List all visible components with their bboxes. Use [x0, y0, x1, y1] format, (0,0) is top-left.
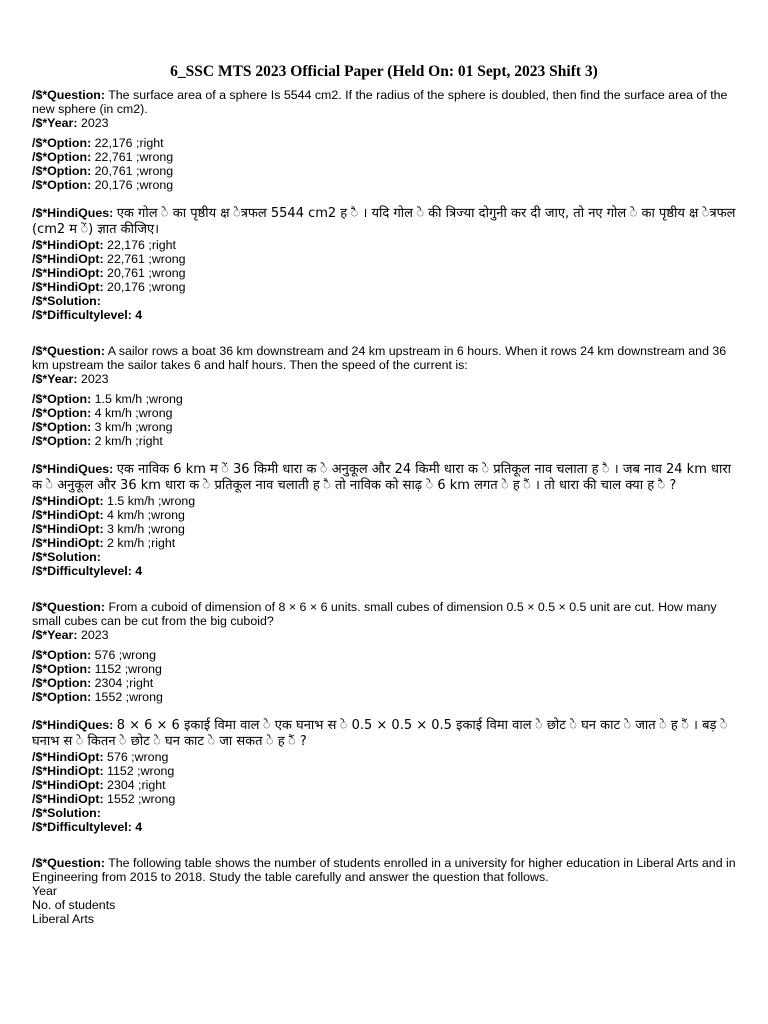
year-label: /$*Year:	[32, 116, 78, 130]
option-value: 20,176 ;wrong	[94, 178, 174, 192]
hindi-option-value: 1552 ;wrong	[107, 792, 176, 806]
hindi-question-text	[32, 462, 736, 494]
table-heading-year: Year	[32, 884, 58, 898]
hindi-option-label: /$*HindiOpt:	[32, 266, 104, 280]
question-body: The following table shows the number of students enrolled in a university for higher education in Liberal Arts and in Engineering from 2015 to 2018. Study the table carefully and answer the question that follows.	[32, 856, 736, 884]
year-label: /$*Year:	[32, 372, 78, 386]
hindi-option-label: /$*HindiOpt:	[32, 536, 104, 550]
hindi-option-line	[32, 522, 736, 536]
year-line	[32, 372, 736, 386]
question-text	[32, 600, 736, 628]
hindi-question-text	[32, 206, 736, 238]
hindi-option-line	[32, 778, 736, 792]
option-label: /$*Option:	[32, 648, 92, 662]
hindi-option-value: 2304 ;right	[107, 778, 166, 792]
option-value: 1.5 km/h ;wrong	[94, 392, 183, 406]
hindi-option-value: 1152 ;wrong	[107, 764, 175, 778]
year-value: 2023	[80, 628, 109, 642]
solution-label: /$*Solution:	[32, 806, 101, 820]
question-label: /$*Question:	[32, 344, 105, 358]
hindi-option-line	[32, 750, 736, 764]
hindi-option-value: 2 km/h ;right	[107, 536, 176, 550]
hindi-question-body: एक नाविक 6 km म ें 36 किमी धारा क े अनुकूल और 24 किमी धारा क े प्रतिकूल नाव चलाता ह ै । जब नाव 24 km धारा क े अनुकूल और 36 km धारा क े प्रतिकूल नाव चलाती ह ै तो नाविक को साढ़ े 6 km लगत े ह ैं । तो धारा की चाल क्या ह ै ?	[32, 462, 732, 493]
option-value: 22,176 ;right	[94, 136, 164, 150]
hindi-option-value: 22,761 ;wrong	[107, 252, 186, 266]
option-line	[32, 690, 736, 704]
option-value: 1552 ;wrong	[94, 690, 163, 704]
solution-label: /$*Solution:	[32, 294, 101, 308]
hindi-option-line	[32, 238, 736, 252]
question-label: /$*Question:	[32, 600, 105, 614]
option-label: /$*Option:	[32, 406, 92, 420]
option-line	[32, 150, 736, 164]
question-block-3	[32, 600, 736, 834]
question-text	[32, 344, 736, 372]
option-label: /$*Option:	[32, 164, 92, 178]
hindi-option-label: /$*HindiOpt:	[32, 280, 104, 294]
option-value: 576 ;wrong	[94, 648, 156, 662]
option-line	[32, 406, 736, 420]
question-text	[32, 856, 736, 884]
year-label: /$*Year:	[32, 628, 78, 642]
question-text	[32, 88, 736, 116]
hindi-option-label: /$*HindiOpt:	[32, 778, 104, 792]
difficulty-label: /$*Difficultylevel: 4	[32, 308, 143, 322]
question-block-4	[32, 856, 736, 926]
option-label: /$*Option:	[32, 178, 92, 192]
hindi-option-label: /$*HindiOpt:	[32, 508, 104, 522]
hindi-option-line	[32, 280, 736, 294]
hindi-option-label: /$*HindiOpt:	[32, 792, 104, 806]
option-value: 20,761 ;wrong	[94, 164, 174, 178]
option-label: /$*Option:	[32, 136, 92, 150]
option-line	[32, 392, 736, 406]
hindi-question-body: 8 × 6 × 6 इकाई विमा वाल े एक घनाभ स े 0.5 × 0.5 × 0.5 इकाई विमा वाल े छोट े घन काट े जात े ह ैं । बड़ े घनाभ स े कितन े छोट े घन काट े जा सकत े ह ैं ?	[32, 718, 728, 749]
option-label: /$*Option:	[32, 420, 92, 434]
hindi-question-text	[32, 718, 736, 750]
option-value: 2304 ;right	[94, 676, 154, 690]
option-line	[32, 434, 736, 448]
hindi-question-label: /$*HindiQues:	[32, 718, 114, 732]
year-value: 2023	[80, 372, 109, 386]
year-line	[32, 116, 736, 130]
question-body: A sailor rows a boat 36 km downstream and 24 km upstream in 6 hours. When it rows 24 km downstream and 36 km upstream the sailor takes 6 and half hours. Then the speed of the current is:	[32, 344, 727, 372]
hindi-option-value: 1.5 km/h ;wrong	[107, 494, 196, 508]
difficulty-label: /$*Difficultylevel: 4	[32, 820, 143, 834]
hindi-option-value: 22,176 ;right	[107, 238, 176, 252]
page-title: 6_SSC MTS 2023 Official Paper (Held On: 01 Sept, 2023 Shift 3)	[170, 63, 598, 80]
hindi-option-value: 20,176 ;wrong	[107, 280, 186, 294]
hindi-question-label: /$*HindiQues:	[32, 462, 114, 476]
option-label: /$*Option:	[32, 690, 92, 704]
table-heading-students: No. of students	[32, 898, 116, 912]
hindi-option-line	[32, 252, 736, 266]
hindi-option-line	[32, 764, 736, 778]
hindi-option-line	[32, 792, 736, 806]
hindi-option-label: /$*HindiOpt:	[32, 252, 104, 266]
option-value: 4 km/h ;wrong	[94, 406, 173, 420]
question-label: /$*Question:	[32, 856, 105, 870]
question-body: The surface area of a sphere Is 5544 cm2. If the radius of the sphere is doubled, then find the surface area of the new sphere (in cm2).	[32, 88, 728, 116]
option-line	[32, 178, 736, 192]
solution-label: /$*Solution:	[32, 550, 101, 564]
hindi-option-label: /$*HindiOpt:	[32, 522, 104, 536]
question-block-1	[32, 88, 736, 322]
hindi-question-label: /$*HindiQues:	[32, 206, 114, 220]
hindi-option-label: /$*HindiOpt:	[32, 494, 104, 508]
question-body: From a cuboid of dimension of 8 × 6 × 6 units. small cubes of dimension 0.5 × 0.5 × 0.5 unit are cut. How many small cubes can be cut from the big cuboid?	[32, 600, 717, 628]
option-value: 1152 ;wrong	[94, 662, 162, 676]
hindi-question-body: एक गोल े का पृष्ठीय क्ष ेत्रफल 5544 cm2 ह ै । यदि गोल े की त्रिज्या दोगुनी कर दी जाए, तो नए गोल े का पृष्ठीय क्ष ेत्रफल (cm2 म ें) ज्ञात कीजिए।	[32, 206, 736, 237]
option-label: /$*Option:	[32, 662, 92, 676]
option-line	[32, 662, 736, 676]
hindi-option-value: 20,761 ;wrong	[107, 266, 186, 280]
question-label: /$*Question:	[32, 88, 105, 102]
table-heading-liberal-arts: Liberal Arts	[32, 912, 94, 926]
hindi-option-line	[32, 494, 736, 508]
option-label: /$*Option:	[32, 150, 92, 164]
year-value: 2023	[80, 116, 109, 130]
hindi-option-value: 3 km/h ;wrong	[107, 522, 185, 536]
hindi-option-label: /$*HindiOpt:	[32, 750, 104, 764]
hindi-option-value: 4 km/h ;wrong	[107, 508, 185, 522]
option-line	[32, 676, 736, 690]
option-label: /$*Option:	[32, 392, 92, 406]
option-value: 2 km/h ;right	[94, 434, 163, 448]
hindi-option-label: /$*HindiOpt:	[32, 238, 104, 252]
hindi-option-line	[32, 536, 736, 550]
hindi-option-label: /$*HindiOpt:	[32, 764, 104, 778]
option-label: /$*Option:	[32, 434, 92, 448]
hindi-option-line	[32, 508, 736, 522]
option-value: 3 km/h ;wrong	[94, 420, 173, 434]
difficulty-label: /$*Difficultylevel: 4	[32, 564, 143, 578]
option-line	[32, 420, 736, 434]
option-line	[32, 648, 736, 662]
option-line	[32, 164, 736, 178]
year-line	[32, 628, 736, 642]
option-value: 22,761 ;wrong	[94, 150, 174, 164]
option-label: /$*Option:	[32, 676, 92, 690]
hindi-option-line	[32, 266, 736, 280]
option-line	[32, 136, 736, 150]
question-block-2	[32, 344, 736, 578]
hindi-option-value: 576 ;wrong	[107, 750, 169, 764]
